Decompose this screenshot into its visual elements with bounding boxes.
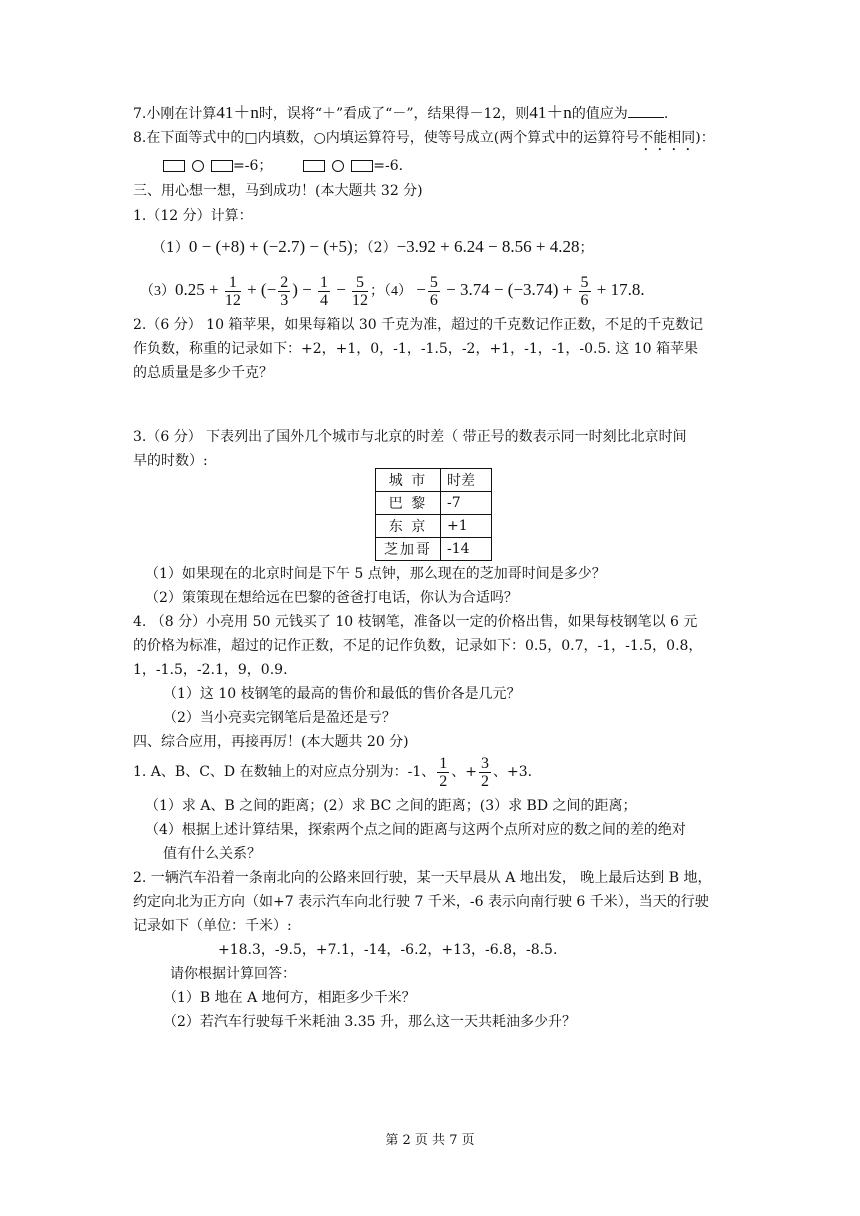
calc-line-1: （1）0 − (+8) + (−2.7) − (+5)；（2）−3.92 + 6.24 − 8.56 + 4.28； [152, 237, 594, 256]
answer-blank[interactable] [628, 103, 664, 118]
number-box[interactable] [163, 160, 185, 172]
problem-4-line-3: 1，-1.5，-2.1，9，0.9. [133, 662, 288, 678]
question-7: 7.小刚在计算41＋n时，误将“＋”看成了“－”，结果得－12，则41＋n的值应为 . [133, 103, 669, 122]
table-header-cell: 时差 [441, 469, 492, 492]
comprehensive-2-ask: 请你根据计算回答： [170, 966, 296, 982]
table-cell: +1 [441, 515, 492, 538]
q7-text-post: 的值应为 [571, 106, 628, 122]
fraction: $\frac{5}{12}$ [352, 273, 369, 309]
problem-4-line-2: 的价格为标准，超过的记作正数，不足的记作负数，记录如下：0.5，0.7，-1，-1.5，0.8， [133, 638, 703, 654]
problem-4-line-1: 4. （8 分）小亮用 50 元钱买了 10 枝钢笔，准备以一定的价格出售，如果每枝钢笔以 6 元 [133, 614, 698, 630]
operator-circle[interactable] [332, 160, 344, 172]
problem-2-line-2: 作负数，称重的记录如下：+2，+1，0，-1，-1.5，-2，+1，-1，-1，-0.5. 这 10 箱苹果 [133, 341, 698, 357]
comprehensive-2-line-2: 约定向北为正方向（如+7 表示汽车向北行驶 7 千米，-6 表示向南行驶 6 千米），当天的行驶 [133, 894, 709, 910]
comprehensive-2-line-3: 记录如下（单位：千米）: [133, 918, 292, 934]
fraction: $\frac{3}{2}$ [480, 754, 489, 790]
comprehensive-2-question-2: （2）若汽车行驶每千米耗油 3.35 升，那么这一天共耗油多少升？ [163, 1014, 576, 1030]
driving-record-data: +18.3，-9.5，+7.1，-14，-6.2，+13，-6.8，-8.5. [218, 942, 558, 958]
q7-text-mid: 时，误将“＋”看成了“－”，结果得－12，则 [258, 106, 530, 122]
calc-line-2: （3）0.25 + $\frac{1}{12}$ + (− $\frac{2}{3}$ ) − $\frac{1}{4}$ − $\frac{5}{12}$ ；（4） − $\frac{5}{6}$ − 3.74 − (−3.74) + $\frac{5}{6}$ + 17.8. [140, 273, 645, 309]
table-cell: 东 京 [376, 515, 441, 538]
q7-expr: 41＋n [216, 103, 259, 122]
number-box[interactable] [351, 160, 373, 172]
comprehensive-2-line-1: 2. 一辆汽车沿着一条南北向的公路来回行驶，某一天早晨从 A 地出发， 晚上最后达到 B 地， [133, 870, 712, 886]
equation-row: =-6； =-6. [163, 156, 403, 176]
fraction: $\frac{2}{3}$ [280, 273, 289, 309]
comprehensive-1: 1. A、B、C、D 在数轴上的对应点分别为：-1、 $\frac{1}{2}$ 、+ $\frac{3}{2}$ 、+3. [133, 754, 533, 790]
fraction: $\frac{5}{6}$ [580, 273, 589, 309]
section-3-title: 三、用心想一想，马到成功！(本大题共 32 分) [133, 183, 423, 199]
table-row [376, 538, 492, 561]
table-cell: 芝加哥 [376, 538, 441, 561]
problem-4-question-2: （2）当小亮卖完钢笔后是盈还是亏？ [163, 710, 396, 726]
table-cell: -7 [441, 492, 492, 515]
number-box[interactable] [211, 160, 233, 172]
problem-3-line-1: 3.（6 分） 下表列出了国外几个城市与北京的时差（ 带正号的数表示同一时刻比北京时间 [133, 429, 687, 445]
problem-1-heading: 1.（12 分）计算： [133, 208, 253, 224]
number-box[interactable] [303, 160, 325, 172]
table-cell: 巴 黎 [376, 492, 441, 515]
time-difference-table [375, 468, 492, 561]
operator-circle[interactable] [192, 160, 204, 172]
section-4-title: 四、综合应用，再接再厉！(本大题共 20 分) [133, 734, 409, 750]
table-header-row [376, 469, 492, 492]
comprehensive-1-question-4b: 值有什么关系？ [163, 846, 261, 862]
q7-text-pre: 7.小刚在计算 [133, 106, 217, 122]
table-row [376, 515, 492, 538]
fraction: $\frac{1}{2}$ [439, 754, 448, 790]
question-8: 8.在下面等式中的□内填数，○内填运算符号，使等号成立(两个算式中的运算符号不能相同)： [133, 130, 715, 146]
table-row [376, 492, 492, 515]
problem-3-question-1: （1）如果现在的北京时间是下午 5 点钟，那么现在的芝加哥时间是多少？ [145, 566, 606, 582]
problem-3-line-2: 早的时数）: [133, 453, 208, 469]
table-header-cell: 城 市 [376, 469, 441, 492]
problem-3-question-2: （2）策策现在想给远在巴黎的爸爸打电话，你认为合适吗？ [145, 590, 518, 606]
comprehensive-2-question-1: （1）B 地在 A 地何方，相距多少千米？ [163, 990, 416, 1006]
problem-2-line-3: 的总质量是多少千克？ [133, 365, 273, 381]
table-cell: -14 [441, 538, 492, 561]
problem-2-line-1: 2.（6 分） 10 箱苹果，如果每箱以 30 千克为准，超过的千克数记作正数，不足的千克数记 [133, 317, 704, 333]
page-footer: 第 2 页 共 7 页 [385, 1133, 475, 1148]
q7-expr2: 41＋n [529, 103, 572, 122]
fraction: $\frac{1}{4}$ [319, 273, 328, 309]
comprehensive-1-question-4a: （4）根据上述计算结果，探索两个点之间的距离与这两个点所对应的数之间的差的绝对 [145, 822, 686, 838]
emphasis-text: 不能相同 [639, 130, 696, 146]
comprehensive-1-question-1: （1）求 A、B 之间的距离；(2）求 BC 之间的距离；(3）求 BD 之间的距离； [145, 798, 637, 814]
problem-4-question-1: （1）这 10 枝钢笔的最高的售价和最低的售价各是几元？ [163, 686, 521, 702]
fraction: $\frac{1}{12}$ [224, 273, 241, 309]
fraction: $\frac{5}{6}$ [429, 273, 438, 309]
